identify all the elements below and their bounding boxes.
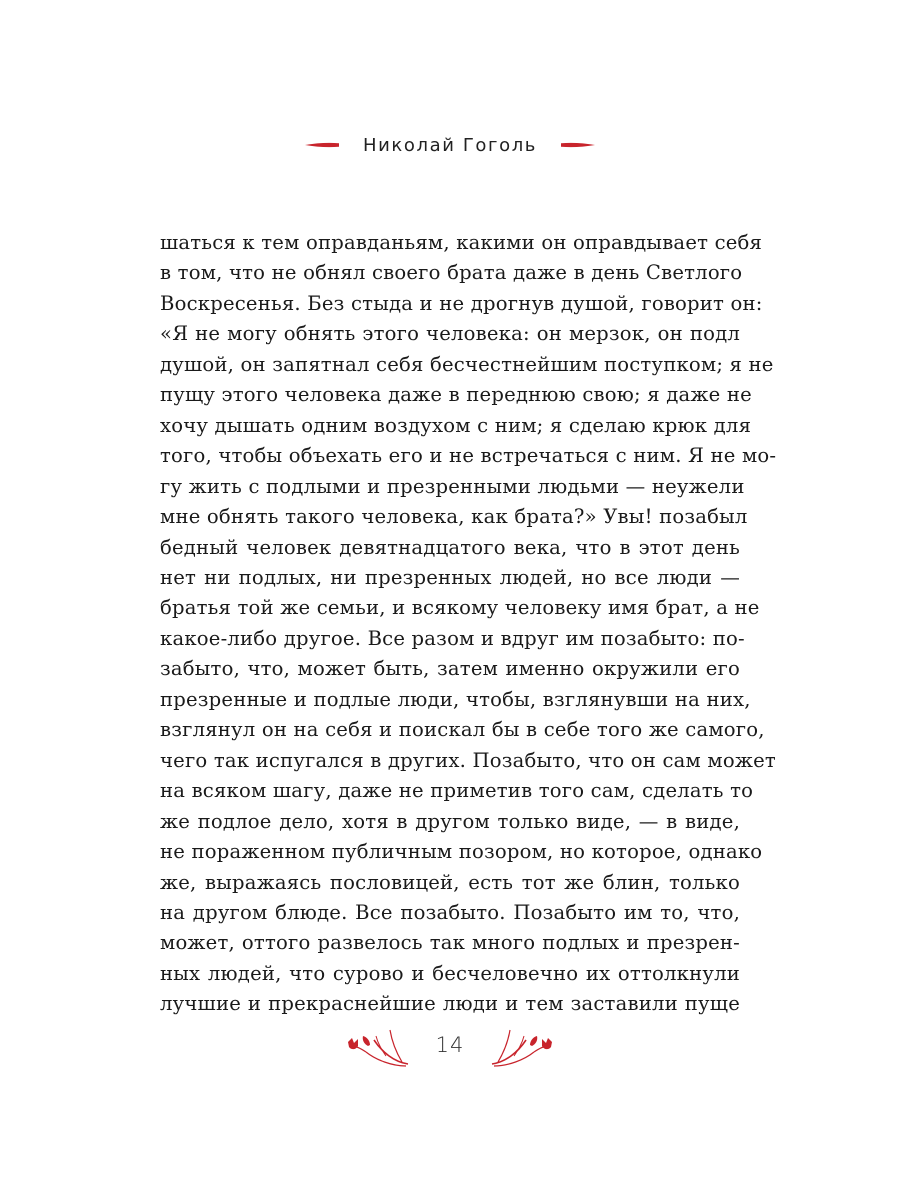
text-line: на другом блюде. Все позабыто. Позабыто им то, что, [160, 900, 740, 924]
page-footer [0, 1020, 900, 1070]
left-dash-ornament [305, 142, 339, 148]
text-line: взглянул он на себя и поискал бы в себе того же самого, [160, 718, 765, 742]
text-line: какое-либо другое. Все разом и вдруг им позабыто: по- [160, 626, 745, 650]
text-line: ных людей, что сурово и бесчеловечно их оттолкнули [160, 961, 740, 985]
running-header [0, 128, 900, 162]
text-line: на всяком шагу, даже не приметив того сам, сделать то [160, 779, 754, 803]
text-line: же, выражаясь пословицей, есть тот же блин, только [160, 870, 740, 894]
text-line: чего так испугался в других. Позабыто, что он сам может [160, 748, 776, 772]
right-dash-ornament [561, 142, 595, 148]
text-line: хочу дышать одним воздухом с ним; я сделаю крюк для [160, 413, 752, 437]
text-line: бедный человек девятнадцатого века, что в этот день [160, 535, 740, 559]
text-line: мне обнять такого человека, как брата?» Увы! позабыл [160, 505, 748, 529]
text-line: шаться к тем оправданьям, какими он оправдывает себя [160, 231, 763, 254]
text-line: не пораженном публичным позором, но которое, однако [160, 840, 763, 864]
body-text [160, 228, 777, 1020]
text-line: забыто, что, может быть, затем именно окружили его [160, 657, 740, 681]
text-line: нет ни подлых, ни презренных людей, но все люди — [160, 565, 740, 589]
text-line: пущу этого человека даже в переднюю свою; я даже не [160, 383, 752, 407]
text-line: в том, что не обнял своего брата даже в день Светлого [160, 261, 743, 285]
text-line: «Я не могу обнять этого человека: он мерзок, он подл [160, 322, 740, 346]
text-line: братья той же семьи, и всякому человеку имя брат, а не [160, 596, 760, 620]
text-line: душой, он запятнал себя бесчестнейшим поступком; я не [160, 352, 774, 376]
text-line: же подлое дело, хотя в другом только виде, — в виде, [160, 809, 740, 833]
text-line: презренные и подлые люди, чтобы, взглянувши на них, [160, 687, 751, 711]
text-line: того, чтобы объехать его и не встречаться с ним. Я не мо- [160, 444, 777, 468]
text-line: гу жить с подлыми и презренными людьми — неужели [160, 474, 745, 498]
page-number: 14 [435, 1033, 465, 1057]
text-line: Воскресенья. Без стыда и не дрогнув душой, говорит он: [160, 291, 763, 315]
tulip-flourish-icon [346, 1022, 410, 1068]
text-line: может, оттого развелось так много подлых и презрен- [160, 931, 740, 955]
tulip-flourish-icon [490, 1022, 554, 1068]
author-name: Николай Гоголь [362, 134, 538, 156]
text-line: лучшие и прекраснейшие люди и тем заставили пуще [160, 992, 740, 1016]
